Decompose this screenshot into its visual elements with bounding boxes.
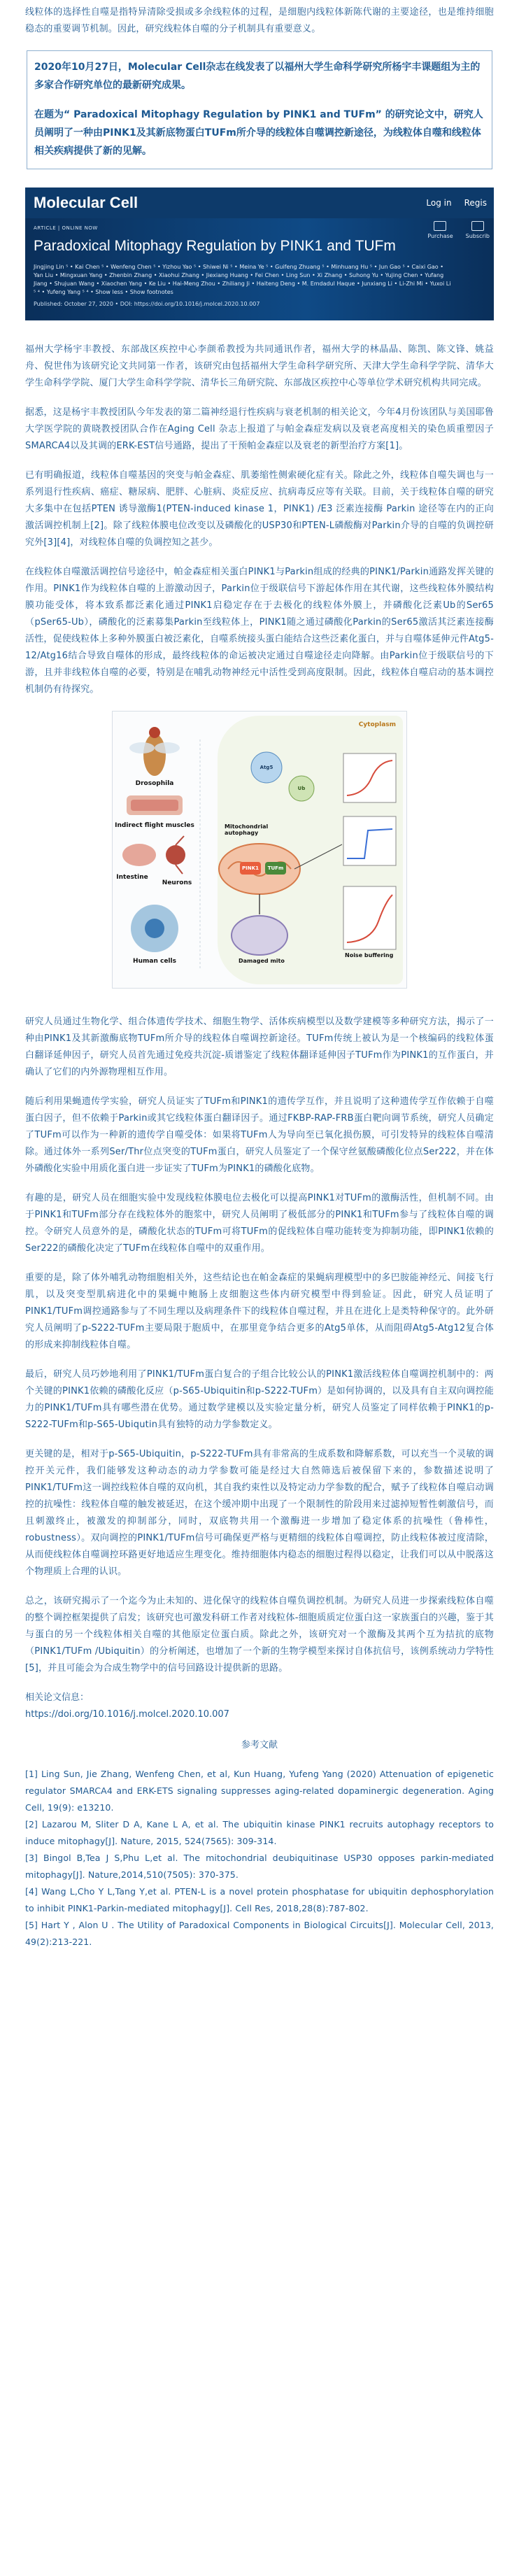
- mail-icon: [471, 221, 484, 231]
- register-link[interactable]: Regis: [464, 198, 487, 208]
- callout-paragraph-2: 在题为“ Paradoxical Mitophagy Regulation by PINK1 and TUFm” 的研究论文中，研究人员阐明了一种由PINK1及其新底物蛋白TUFm所介导的线粒体自噬调控新途径，为线粒体自噬和线粒体相关疾病提供了新的见解。: [34, 109, 483, 157]
- references-heading: 参考文献: [241, 1740, 278, 1750]
- body-paragraph: 据悉，这是杨宇丰教授团队今年发表的第二篇神经退行性疾病与衰老机制的相关论文，今年4月份该团队与美国耶鲁大学医学院的黄晓教授团队合作在Aging Cell 杂志上报道了与帕金森症发病以及衰老高度相关的染色质重塑因子SMARCA4以及其调的ERK-EST信号通路，提出了干预帕金森症以及衰老的新型治疗方案[1]。: [25, 407, 494, 451]
- journal-logo: Molecular Cell: [34, 194, 138, 211]
- body-paragraph: 已有明确报道，线粒体自噬基因的突变与帕金森症、肌萎缩性侧索硬化症有关。除此之外，线粒体自噬失调也与一系列退行性疾病、癌症、糖尿病、肥胖、心脏病、炎症反应、抗病毒反应等有关联。目前，关于线粒体自噬的研究大多集中在包括PTEN 诱导激酶1(PTEN-induced kinase 1，PINK1) /E3 泛素连接酶 Parkin 途径等在内的正向激活调控机制上[2]。除了线粒体膜电位改变以及磷酸化的USP30和PTEN-L磷酸酶对Parkin介导的自噬的负调控研究外[3][4]，对线粒体自噬的负调控知之甚少。: [25, 470, 494, 548]
- article-publication-info: Published: October 27, 2020 • DOI: https://doi.org/10.1016/j.molcel.2020.10.007: [34, 301, 260, 307]
- journal-article-header: [25, 218, 494, 320]
- graphical-abstract-figure: [112, 711, 407, 989]
- pink1-node: PINK1: [240, 862, 261, 875]
- purchase-action[interactable]: Purchase: [427, 221, 453, 239]
- reference-item: [1] Ling Sun, Jie Zhang, Wenfeng Chen, et al, Kun Huang, Yufeng Yang (2020) Attenuation of epigenetic regulator SMARCA4 and ERK-ETS signaling suppresses aging-related dopaminergic degeneration. Aging Cell, 19(9): e13210.: [25, 1769, 494, 1813]
- damaged-mitochondrion-icon: [232, 916, 287, 955]
- label-intestine: Intestine: [116, 874, 148, 881]
- label-mito-autophagy: Mitochondrial autophagy: [225, 823, 269, 836]
- body-paragraph: 有趣的是，研究人员在细胞实验中发现线粒体膜电位去极化可以提高PINK1对TUFm的激酶活性，但机制不同。由于PINK1和TUFm部分存在线粒体外的胞浆中，研究人员阐明了极低部分的PINK1和TUFm参与了线粒体自噬的调控。令研究人员意外的是，磷酸化状态的TUFm可将TUFm的促线粒体自噬功能转变为抑制功能，即PINK1依赖的Ser222的磷酸化决定了TUFm在线粒体自噬中的双重作用。: [25, 1193, 494, 1254]
- label-damaged-mito: Damaged mito: [239, 958, 285, 964]
- cart-icon: [434, 221, 446, 231]
- pathway-graphics: [113, 712, 406, 988]
- tufm-node: TUFm: [265, 862, 286, 875]
- label-drosophila: Drosophila: [135, 780, 174, 787]
- label-cytoplasm: Cytoplasm: [358, 721, 396, 728]
- intro-paragraph: 线粒体的选择性自噬是指特异清除受损或多余线粒体的过程，是细胞内线粒体新陈代谢的主要途径，也是维持细胞稳态的重要调节机制。因此，研究线粒体自噬的分子机制具有重要意义。: [25, 7, 494, 34]
- article-kicker: ARTICLE | ONLINE NOW: [34, 225, 98, 231]
- label-neurons: Neurons: [162, 879, 192, 886]
- highlight-callout: [27, 50, 492, 169]
- source-info: [25, 1690, 494, 1723]
- article-title: Paradoxical Mitophagy Regulation by PINK1 and TUFm: [34, 238, 396, 254]
- article-authors: Jingjing Lin ⁵ • Kai Chen ⁵ • Wenfeng Chen ⁵ • Yizhou Yao ⁵ • Shiwei Ni ⁵ • Meina Ye ⁵ • Guifeng Zhuang ⁵ • Minhuang Hu ⁵ • Jun Gao ⁵ • Caixi Gao • Yan Liu • Mingxuan Yang • Zhenbin Zhang • Xiaohui Zhang • Jiexiang Huang • Fei Chen • Ling Sun • Xi Zhang • Suhong Yu • Yujing Chen • Yufang Jiang • Shujuan Wang • Xiaochen Yang • Ke Liu • Hai-Meng Zhou • Zhiliang Ji • Haiteng Deng • M. Emdadul Haque • Junxiang Li • Li-Zhi Mi • Yuxoi Li ⁵ ⁴ • Yufeng Yang ⁵ ⁴ • Show less • Show footnotes: [34, 264, 451, 295]
- source-doi-link[interactable]: https://doi.org/10.1016/j.molcel.2020.10.007: [25, 1709, 229, 1720]
- reference-item: [2] Lazarou M, Sliter D A, Kane L A, et al. The ubiquitin kinase PINK1 recruits autophagy receptors to induce mitophagy[J]. Nature, 2015, 524(7565): 309-314.: [25, 1819, 494, 1846]
- body-paragraph: 更关键的是，相对于p-S65-Ubiquitin，p-S222-TUFm具有非常高的生成系数和降解系数，可以充当一个灵敏的调控开关元件，我们能够发这种动态的动力学参数可能是经过大自然筛选后被保留下来的，参数描述说明了PINK1/TUFm这一调控线粒体自噬的双向机，其自我约束性以及特定动力学参数的配合，赋予了线粒体自噬启动调控的抗噪性：线粒体自噬的触发被延迟，在这个缓冲期中出现了一个限制性的阶段用来过滤掉短暂性刺激信号，而且刺激终止，被激发的抑制部分，同时，双底物共用一个激酶进一步增加了稳定体系的抗噪性（鲁棒性，robustness）。双向调控的PINK1/TUFm信号可确保更严格与更精细的线粒体自噬调控，防止线粒体被过度清除，从而使线粒体自噬调控环路更好地适应生理变化。维持细胞体内稳态的细胞过程得以稳定，让我们可以从中脱落这个物理质上合理的认识。: [25, 1449, 494, 1577]
- body-paragraph: 在线粒体自噬激活调控信号途径中，帕金森症相关蛋白PINK1与Parkin组成的经典的PINK1/Parkin通路发挥关键的作用。PINK1作为线粒体自噬的上游激动因子，Parkin位于级联信号下游起体作用在其代谢，这些线粒体外膜结构膜功能受体，将本致系都泛素化通过PINK1启稳定存在于去极化的线粒体外膜上，并磷酸化泛素Ub的Ser65（pSer65-Ub），磷酸化的泛素募集Parkin至线粒体上，PINK1随之通过磷酸化Parkin的Ser65激活其泛素连接酶活性，促使线粒体上多种外膜蛋白被泛素化，自噬系统接头蛋白能结合这些泛素化蛋白，并与自噬体延伸元件Atg5-12/Atg16结合导致自噬体的形成，最终线粒体的命运被决定通过自噬途径走向降解。由Parkin位于级联信号的下游，且并非线粒体自噬的必要，特别是在哺乳动物神经元中活性受到高度限制。因此，线粒体自噬启动的基本调控机制仍有待探究。: [25, 567, 494, 695]
- subscribe-action[interactable]: Subscrib: [466, 221, 490, 239]
- reference-item: [3] Bingol B,Tea J S,Phu L,et al. The mitochondrial deubiquitinase USP30 opposes parkin-mediated mitophagy[J]. Nature,2014,510(7505): 370-375.: [25, 1853, 494, 1880]
- body-paragraph: 重要的是，除了体外哺乳动物细胞相关外，这些结论也在帕金森症的果蝇病理模型中的多巴胺能神经元、间接飞行肌，以及突变型肌病进化中的果蝇中鲍肠上皮细胞这些体内研究模型中得到验证。因此，研究人员证明了PINK1/TUFm调控通路参与了不同生理以及病理条件下的线粒体自噬过程，并且在进化上是类特种保守的。此外研究人员阐明了p-S222-TUFm主要局限于胞质中，在那里竟争结合更多的Atg5单体，从而阻碍Atg5-Atg12复合体的形成来抑制线粒体自噬。: [25, 1273, 494, 1350]
- login-link[interactable]: Log in: [426, 198, 452, 208]
- body-paragraph: 最后，研究人员巧妙地利用了PINK1/TUFm蛋白复合的子组合比较公认的PINK1激活线粒体自噬调控机制中的：两个关键的PINK1依赖的磷酸化反应（p-S65-Ubiquitin和p-S222-TUFm）是如何协调的，以及具有自主双向调控能力的PINK1/TUFm具有哪些潜在优势。通过数学建模以及实验定量分析，研究人员鉴定了同样依赖于PINK1的p-S222-TUFm和p-S65-Ubiqutin具有独特的动力学参数定义。: [25, 1369, 494, 1430]
- atg5-node: Atg5: [260, 765, 273, 770]
- reference-item: [5] Hart Y , Alon U . The Utility of Paradoxical Components in Biological Circuits[J]. Molecular Cell, 2013, 49(2):213-221.: [25, 1920, 494, 1947]
- source-label: 相关论文信息：: [25, 1692, 90, 1703]
- label-indirect-flight: Indirect flight muscles: [115, 822, 194, 829]
- reference-item: [4] Wang L,Cho Y L,Tang Y,et al. PTEN-L is a novel protein phosphatase for ubiquitin dephosphorylation to inhibit PINK1-Parkin-mediated mitophagy[J]. Cell Res, 2018,28(8):787-802.: [25, 1886, 494, 1913]
- journal-nav: [426, 198, 487, 208]
- inset-plot-3: [343, 886, 396, 949]
- label-human-cells: Human cells: [133, 958, 176, 965]
- ub-node: Ub: [297, 786, 306, 791]
- body-paragraph: 总之，该研究揭示了一个迄今为止未知的、进化保守的线粒体自噬负调控机制。为研究人员进一步探索线粒体自噬的整个调控框架提供了启发；该研究也可激发科研工作者对线粒体-细胞质质定位蛋白这一家族蛋白的兴趣，鉴于其与蛋白的另一个线粒体相关自噬的其他原定位蛋白质。除此之外，该研究对一个激酶及其两个互为拮抗的底物（PINK1/TUFm /Ubiquitin）的分析阐述，也增加了一个新的生物学模型来探讨自体抗信号，该例系统动力学特性[5]，并且可能会为合成生物学中的信号回路设计提供新的思路。: [25, 1596, 494, 1673]
- label-noise-buffering: Noise buffering: [345, 952, 394, 958]
- body-paragraph: 福州大学杨宇丰教授、东部战区疾控中心李颜希教授为共同通讯作者，福州大学的林晶晶、陈凯、陈文锋、姚益舟、倪世伟为该研究论文共同第一作者，该研究由包括福州大学生命科学研究所、天津大学生命科学学院、清华大学生命科学学院、厦门大学生命科学学院、清华长三角研究院、东部战区疾控中心等单位学术研究机构共同完成。: [25, 344, 494, 388]
- journal-topbar: [25, 187, 494, 218]
- journal-actions: [427, 221, 490, 239]
- callout-paragraph-1: 2020年10月27日，Molecular Cell杂志在线发表了以福州大学生命科学研究所杨宇丰课题组为主的多家合作研究单位的最新研究成果。: [34, 62, 481, 91]
- body-paragraph: 随后利用果蝇遗传学实验，研究人员证实了TUFm和PINK1的遗传学互作，并且说明了这种遗传学互作依赖于自噬蛋白因子，但不依赖于Parkin或其它线粒体蛋白翻译因子。通过FKBP-RAP-FRB蛋白靶向调节系统，研究人员确定了TUFm可以作为一种新的遗传学自噬受体：如果将TUFm人为导向至已氧化损伤膜，可引发特异的线粒体自噬清除。通过体外一系列Ser/Thr位点突变的TUFm蛋白，研究人员鉴定了一个保守丝氨酸磷酸化位点Ser222，并在体外磷酸化实验中用质化蛋白进一步证实了TUFm为PINK1的磷酸化底物。: [25, 1096, 494, 1174]
- body-paragraph: 研究人员通过生物化学、组合体遗传学技术、细胞生物学、活体疾病模型以及数学建模等多种研究方法，揭示了一种由PINK1及其新激酶底物TUFm所介导的线粒体自噬调控新途径。TUFm传统上被认为是一个核编码的线粒体蛋白翻译延伸因子，研究人员首先通过免疫共沉淀-质谱鉴定了线粒体翻译延伸因子TUFm作为PINK1的互作蛋白，并确认了它们的内外源物理相互作用。: [25, 1017, 494, 1077]
- references-list: [25, 1766, 494, 1951]
- journal-screenshot: [25, 187, 494, 320]
